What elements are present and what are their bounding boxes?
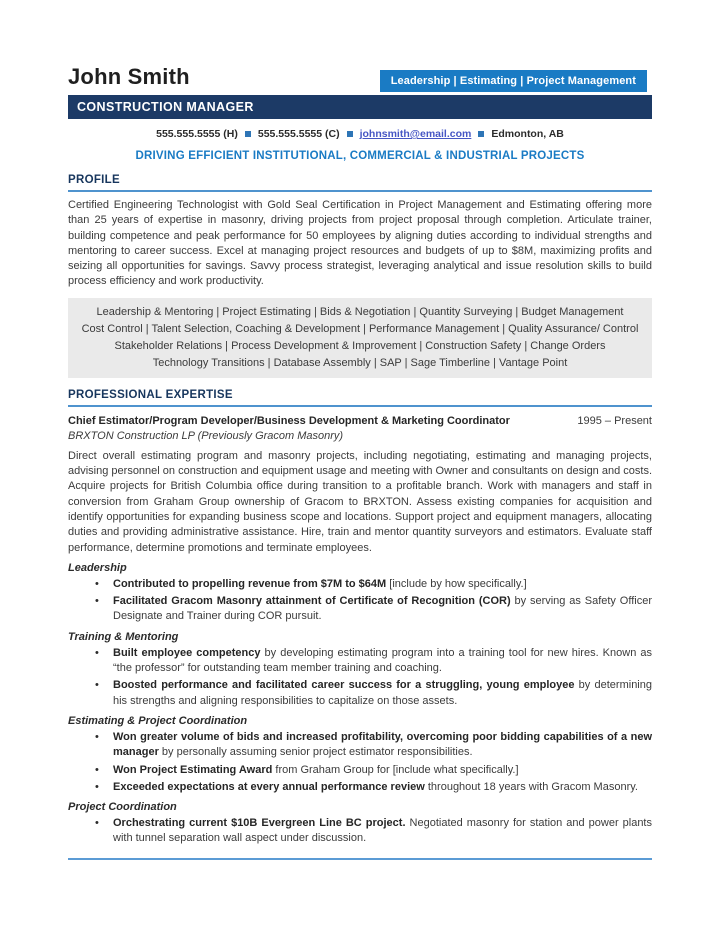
bullet-icon: •: [95, 646, 99, 659]
bullet-detail: [include by how specifically.]: [386, 577, 527, 590]
bullet-lead-bold: Orchestrating current $10B Evergreen Line BC project.: [113, 817, 406, 830]
phone-cell-text: 555.555.5555 (C): [257, 128, 340, 140]
separator-square-icon: [245, 131, 251, 137]
bullet-item: [68, 816, 652, 847]
bullet-text: [113, 780, 652, 795]
company-name: BRXTON Construction LP (Previously Gracom Masonry): [68, 429, 344, 442]
bullet-text: [113, 646, 652, 677]
profile-section-heading: PROFILE: [68, 174, 652, 192]
bullet-text: [113, 816, 652, 847]
person-name: John Smith: [68, 64, 190, 89]
footer-divider: [68, 858, 652, 860]
bullet-icon: •: [95, 780, 99, 793]
skills-box: [68, 298, 652, 378]
location-text: Edmonton, AB: [491, 128, 564, 140]
bullet-lead-bold: Won greater volume of bids and increased profitability, overcoming poor bidding capabilities of a new manager: [113, 730, 652, 759]
bullet-text: [113, 763, 652, 778]
bullet-icon: •: [95, 679, 99, 692]
bullet-icon: •: [95, 595, 99, 608]
specialties-badge: Leadership | Estimating | Project Management: [380, 70, 647, 92]
bullet-item: [68, 678, 652, 709]
bullet-detail: by determining his strengths and aligning responsibilities to capitalize on those assets.: [113, 679, 652, 707]
bullet-item: [68, 780, 652, 795]
job-summary-text: Direct overall estimating program and masonry projects, including negotiating, estimating and managing projects, advising personnel on construction and equipment usage and meeting with Owner and consultants on design and costs. Acquire projects for British Columbia office during transition to a profitable branch. Work with managers and staff in conversion from Graham Group ownership of Gracom to BRXTON. Assess existing companies for acquisition and identify opportunities for expanding business scope and locations. Support project and equipment managers, allocating duties and providing administrative assistance. Hire, train and mentor quantity surveyors and estimators. Evaluate staff performance, determine promotions and terminate employees.: [68, 449, 652, 554]
bullet-lead-bold: Facilitated Gracom Masonry attainment of Certificate of Recognition (COR): [113, 595, 511, 608]
tagline-headline: DRIVING EFFICIENT INSTITUTIONAL, COMMERCIAL & INDUSTRIAL PROJECTS: [135, 150, 585, 162]
bullet-item: [68, 594, 652, 625]
bullet-icon: •: [95, 730, 99, 743]
bullet-item: [68, 763, 652, 778]
phone-home-text: 555.555.5555 (H): [156, 128, 238, 140]
bullet-item: [68, 577, 652, 592]
bullet-text: [113, 678, 652, 709]
subsection-title-training-mentoring: Training & Mentoring: [68, 630, 179, 643]
contact-row: [68, 128, 652, 141]
bullet-lead-bold: Boosted performance and facilitated career success for a struggling, young employee: [113, 679, 575, 692]
separator-square-icon: [347, 131, 353, 137]
bullet-detail: by personally assuming senior project estimator responsibilities.: [158, 746, 473, 759]
bullet-detail: from Graham Group for [include what specifically.]: [272, 763, 519, 776]
profile-summary-text: Certified Engineering Technologist with Gold Seal Certification in Project Management and Estimating offering more than 25 years of expertise in masonry, driving projects from project proposal through completion. Articulate trainer, building competence and peak performance for 50 employees by aligning duties according to individual strengths and mentoring to career success. Excel at managing project resources and budgets of up to $8M, maximizing profits and seizing all opportunities for savings. Savvy process strategist, leveraging analytical and issue resolution skills to build process efficiency and work productivity.: [68, 199, 652, 288]
subsection-title-estimating-project-coordination: Estimating & Project Coordination: [68, 714, 248, 727]
skills-line: Leadership & Mentoring | Project Estimating | Bids & Negotiation | Quantity Surveying | Budget Management: [96, 305, 624, 318]
job-title: Chief Estimator/Program Developer/Business Development & Marketing Coordinator: [68, 414, 510, 427]
bullet-lead-bold: Won Project Estimating Award: [113, 763, 273, 776]
subsection-title-project-coordination: Project Coordination: [68, 801, 177, 814]
skills-line: Technology Transitions | Database Assembly | SAP | Sage Timberline | Vantage Point: [152, 356, 568, 369]
bullet-icon: •: [95, 817, 99, 830]
bullet-icon: •: [95, 763, 99, 776]
bullet-detail: throughout 18 years with Gracom Masonry.: [424, 780, 638, 793]
bullet-item: [68, 730, 652, 761]
bullet-detail: Negotiated masonry for station and power plants with tunnel separation wall aspect under discussion.: [113, 817, 652, 845]
separator-square-icon: [478, 131, 484, 137]
subsection-title-leadership: Leadership: [68, 561, 127, 574]
expertise-section-heading: PROFESSIONAL EXPERTISE: [68, 389, 652, 407]
skills-line: Stakeholder Relations | Process Development & Improvement | Construction Safety | Change Orders: [114, 339, 606, 352]
bullet-icon: •: [95, 577, 99, 590]
bullet-detail: by developing estimating program into a training tool for new hires. Known as “the professor” for outstanding team member training and coaching.: [113, 646, 652, 675]
bullet-lead-bold: Contributed to propelling revenue from $7M to $64M: [113, 577, 387, 590]
bullet-lead-bold: Built employee competency: [113, 646, 261, 659]
skills-line: Cost Control | Talent Selection, Coaching & Development | Performance Management | Quality Assurance/ Control: [81, 322, 639, 335]
job-dates: 1995 – Present: [577, 414, 652, 427]
job-header-row: [68, 415, 652, 428]
email-link[interactable]: johnsmith@email.com: [359, 128, 472, 140]
bullet-item: [68, 646, 652, 677]
bullet-text: [113, 594, 652, 625]
bullet-text: [113, 730, 652, 761]
resume-header: [68, 64, 652, 119]
bullet-text: [113, 577, 652, 592]
bullet-detail: by serving as Safety Officer Designate and Trainer during COR pursuit.: [113, 595, 652, 623]
bullet-lead-bold: Exceeded expectations at every annual performance review: [113, 780, 425, 793]
role-title-bar: CONSTRUCTION MANAGER: [68, 95, 652, 119]
